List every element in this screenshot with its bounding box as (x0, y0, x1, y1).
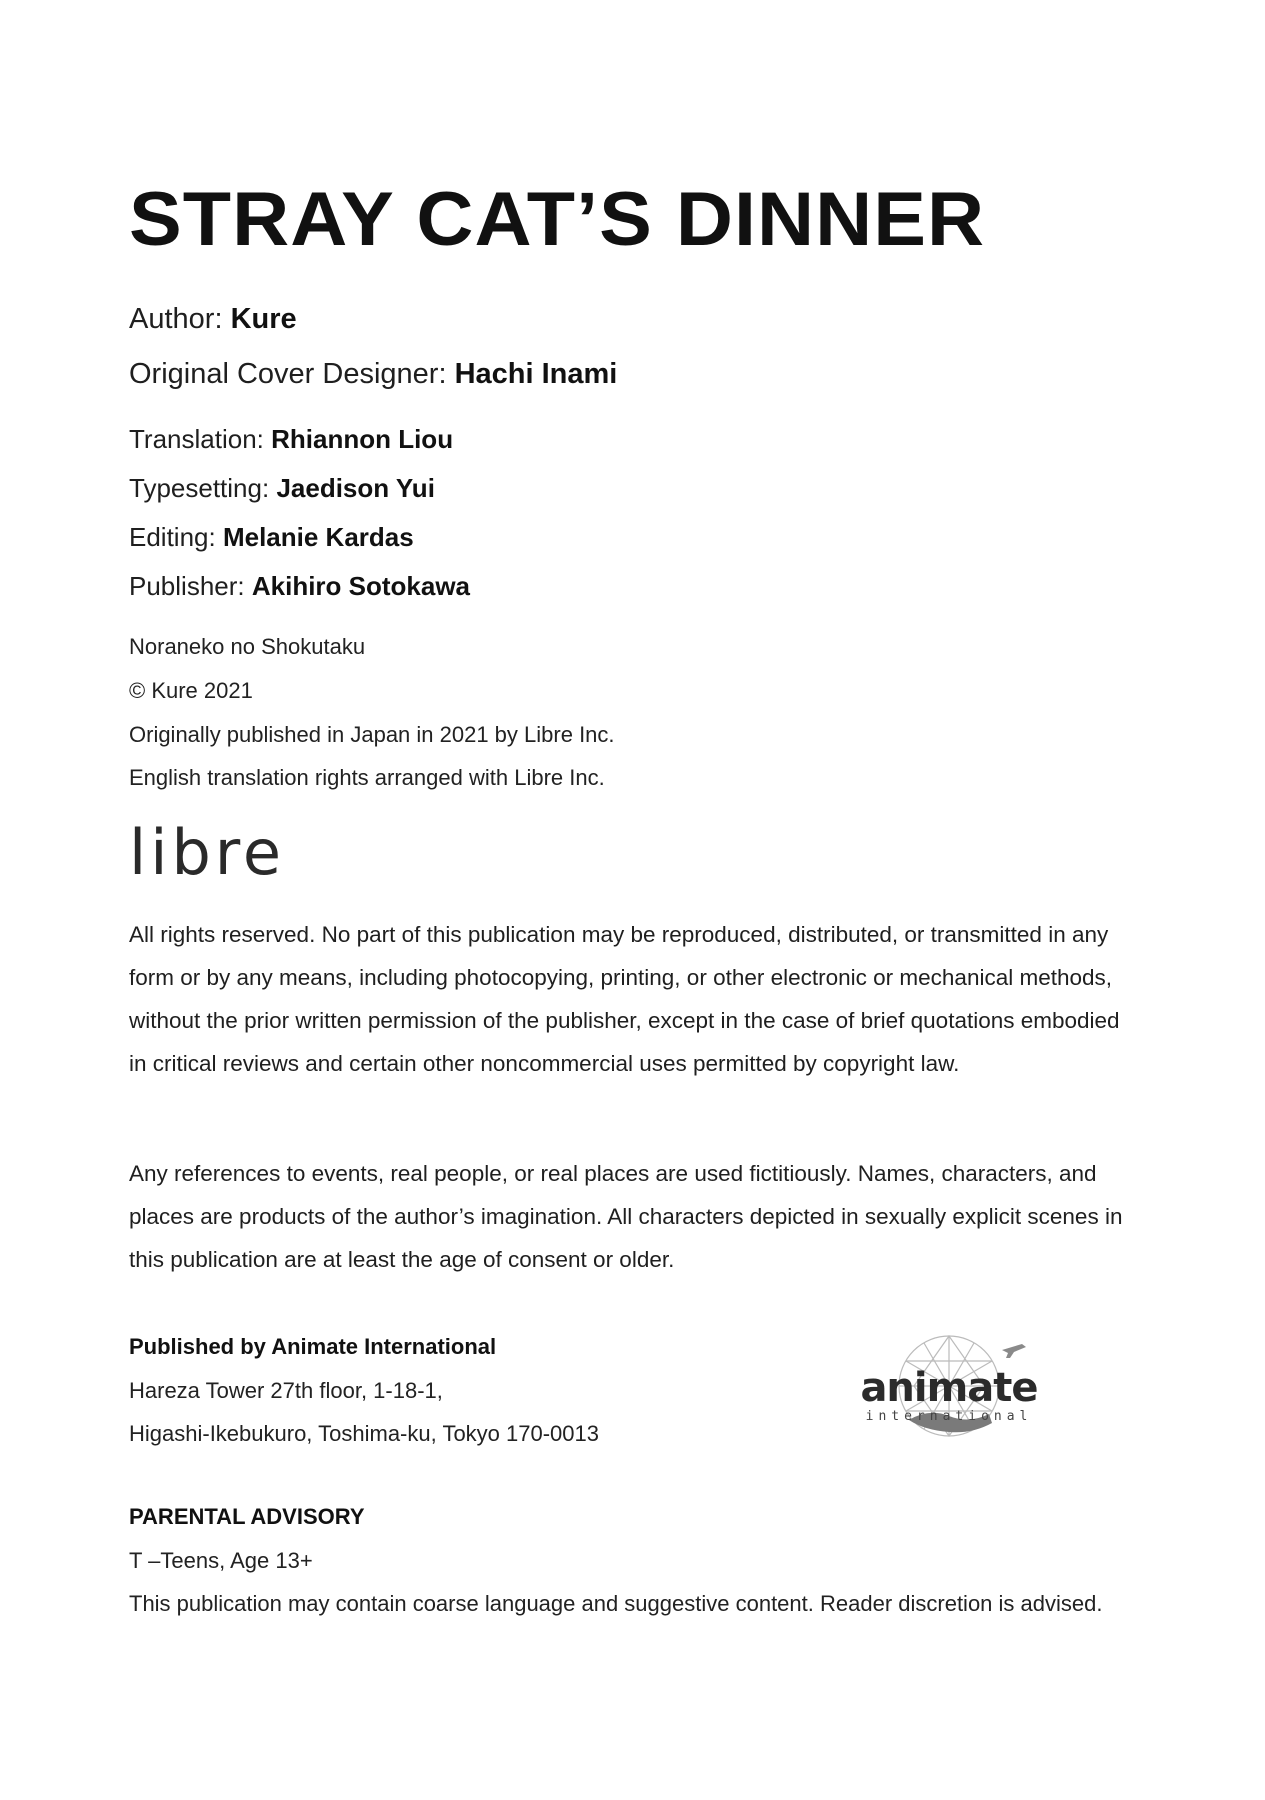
advisory-notice: This publication may contain coarse language and suggestive content. Reader discretion is advised. (129, 1591, 1103, 1616)
book-title: STRAY CAT’S DINNER (129, 177, 986, 262)
animate-international-logo (854, 1328, 1044, 1448)
fiction-notice-paragraph: Any references to events, real people, or real places are used fictitiously. Names, characters, and places are products of the author’s imagination. All characters depicted in sexually explicit scenes in this publication are at least the age of consent or older. (129, 1161, 1123, 1272)
credit-label: Publisher: (129, 571, 245, 601)
credit-label: Typesetting: (129, 473, 270, 503)
credit-label: Editing: (129, 522, 216, 552)
libre-logo: libre (129, 816, 286, 889)
credit-value: Melanie Kardas (222, 522, 414, 552)
advisory-rating: T –Teens, Age 13+ (129, 1548, 313, 1573)
animate-logo-word: animate (860, 1365, 1038, 1411)
credit-label: Author: (129, 303, 223, 335)
credit-value: Hachi Inami (454, 358, 618, 390)
copyright-line: © Kure 2021 (129, 678, 253, 703)
publisher-address-line1: Hareza Tower 27th floor, 1-18-1, (129, 1378, 443, 1403)
credit-editing (129, 522, 414, 553)
advisory-heading: PARENTAL ADVISORY (129, 1504, 365, 1529)
credit-value: Akihiro Sotokawa (251, 571, 471, 601)
credit-value: Jaedison Yui (276, 473, 435, 503)
original-published: Originally published in Japan in 2021 by Libre Inc. (129, 722, 615, 747)
credit-value: Rhiannon Liou (271, 424, 454, 454)
credit-label: Translation: (129, 424, 264, 454)
rights-reserved-paragraph: All rights reserved. No part of this publication may be reproduced, distributed, or transmitted in any form or by any means, including photocopying, printing, or other electronic or mechanical methods, without the prior written permission of the publisher, except in the case of brief quotations embodied in critical reviews and certain other noncommercial uses permitted by copyright law. (129, 922, 1120, 1076)
credit-publisher (129, 571, 470, 602)
credit-cover-designer (129, 358, 617, 391)
animate-logo-subtitle: international (865, 1409, 1033, 1424)
credit-translation (129, 424, 453, 455)
airplane-icon (1002, 1344, 1026, 1358)
credit-value: Kure (230, 303, 297, 335)
credit-typesetting (129, 473, 435, 504)
credit-label: Original Cover Designer: (129, 358, 447, 390)
publisher-heading: Published by Animate International (129, 1334, 497, 1359)
publisher-address-line2: Higashi-Ikebukuro, Toshima-ku, Tokyo 170-0013 (129, 1421, 600, 1446)
translation-rights: English translation rights arranged with Libre Inc. (129, 765, 605, 790)
credit-author (129, 303, 297, 336)
original-title: Noraneko no Shokutaku (129, 634, 366, 659)
